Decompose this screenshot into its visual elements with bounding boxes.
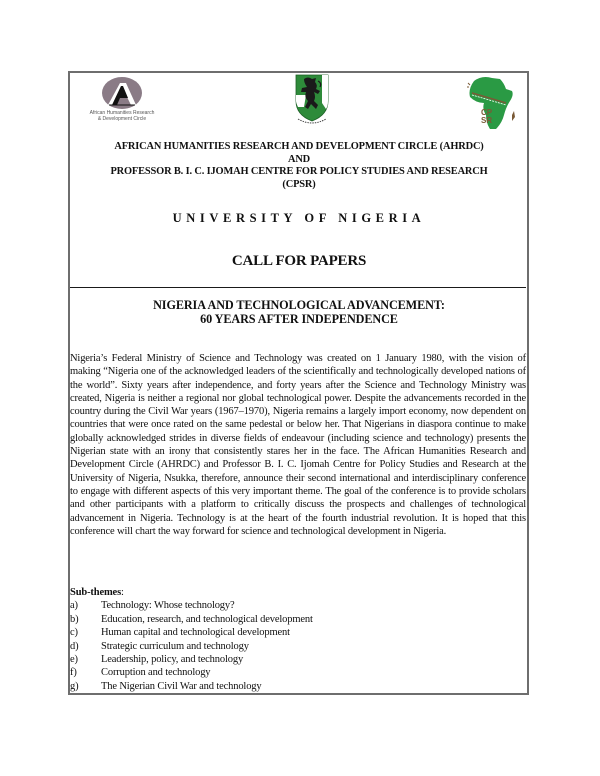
- call-for-papers-title: CALL FOR PAPERS: [231, 253, 367, 269]
- organizer-ahrdc: AFRICAN HUMANITIES RESEARCH AND DEVELOPMENT CIRCLE (AHRDC): [114, 141, 484, 152]
- subtheme-item: [70, 666, 526, 679]
- lion-shield-icon: [292, 73, 332, 128]
- subtheme-item: [70, 653, 526, 666]
- university-name: UNIVERSITY OF NIGERIA: [172, 211, 426, 225]
- organizer-and: AND: [287, 153, 311, 165]
- subtheme-text: Corruption and technology: [101, 667, 211, 679]
- subtheme-item: [70, 626, 526, 639]
- subtheme-letter: d): [70, 640, 79, 652]
- organizers-header: [70, 141, 528, 191]
- ahrdc-caption: African Humanities Research & Development Circle: [89, 110, 155, 122]
- subtheme-text: Human capital and technological development: [101, 627, 290, 639]
- organizer-cpsr-abbrev: (CPSR): [282, 178, 316, 190]
- subtheme-text: Technology: Whose technology?: [101, 600, 235, 612]
- subtheme-letter: f): [70, 667, 77, 679]
- theme-line-2: 60 YEARS AFTER INDEPENDENCE: [200, 312, 398, 326]
- unn-crest-logo: [292, 73, 332, 128]
- subtheme-item: [70, 599, 526, 612]
- subthemes-list: [70, 586, 526, 693]
- subtheme-letter: b): [70, 613, 79, 625]
- subtheme-item: [70, 613, 526, 626]
- subtheme-letter: c): [70, 627, 78, 639]
- organizer-cpsr: PROFESSOR B. I. C. IJOMAH CENTRE FOR POLICY STUDIES AND RESEARCH: [110, 166, 488, 177]
- subtheme-item: [70, 680, 526, 693]
- subtheme-letter: g): [70, 680, 79, 692]
- cpsr-logo: [460, 73, 520, 133]
- africa-map-icon: [460, 73, 520, 133]
- subtheme-text: Strategic curriculum and technology: [101, 640, 249, 652]
- conference-theme: [70, 298, 528, 326]
- ahrdc-logo: [82, 76, 162, 126]
- subthemes-heading-colon: :: [121, 587, 124, 598]
- subthemes-heading: [70, 586, 526, 599]
- svg-text:CP: CP: [481, 108, 493, 117]
- subthemes-heading-label: Sub-themes: [70, 587, 122, 598]
- subtheme-text: Leadership, policy, and technology: [101, 654, 244, 666]
- ahrdc-emblem-icon: [82, 76, 162, 110]
- subtheme-item: [70, 640, 526, 653]
- svg-text:SR: SR: [481, 116, 493, 125]
- body-paragraph: Nigeria’s Federal Ministry of Science and Technology was created on 1 January 1980, with the vision of making “Nigeria one of the acknowledged leaders of the scientifically and technologically developed nations of the world”. Sixty years after independence, and forty years after the Science and Technology Ministry was created, Nigeria is neither a regional nor global technological power. Despite the advancements recorded in the country during the Civil War years (1967–1970), Nigeria remains a largely import economy, now dependent on countries that were once rated on the same pedestal or below her. That Nigerians in diaspora continue to make globally acknowledged strides in diverse fields of endeavour (including science and technology) presents the Nigerian state with an irony that consistently stares her in the face. The African Humanities Research and Development Circle (AHRDC) and Professor B. I. C. Ijomah Centre for Policy Studies and Research at the University of Nigeria, Nsukka, therefore, announce their second international and interdisciplinary conference to engage with different aspects of this very important theme. The goal of the conference is to provide scholars and other participants with a platform to critically discuss the prospects and challenges of technological advancement in Nigeria. Technology is at the heart of the fourth industrial revolution. It is hoped that this conference will chart the way forward for science and technological development in Nigeria.: [70, 353, 526, 537]
- horizontal-divider: [70, 287, 526, 288]
- subtheme-text: Education, research, and technological development: [101, 613, 313, 625]
- subtheme-text: The Nigerian Civil War and technology: [101, 680, 262, 692]
- subtheme-letter: a): [70, 600, 78, 612]
- theme-line-1: NIGERIA AND TECHNOLOGICAL ADVANCEMENT:: [153, 298, 445, 312]
- subtheme-letter: e): [70, 654, 78, 666]
